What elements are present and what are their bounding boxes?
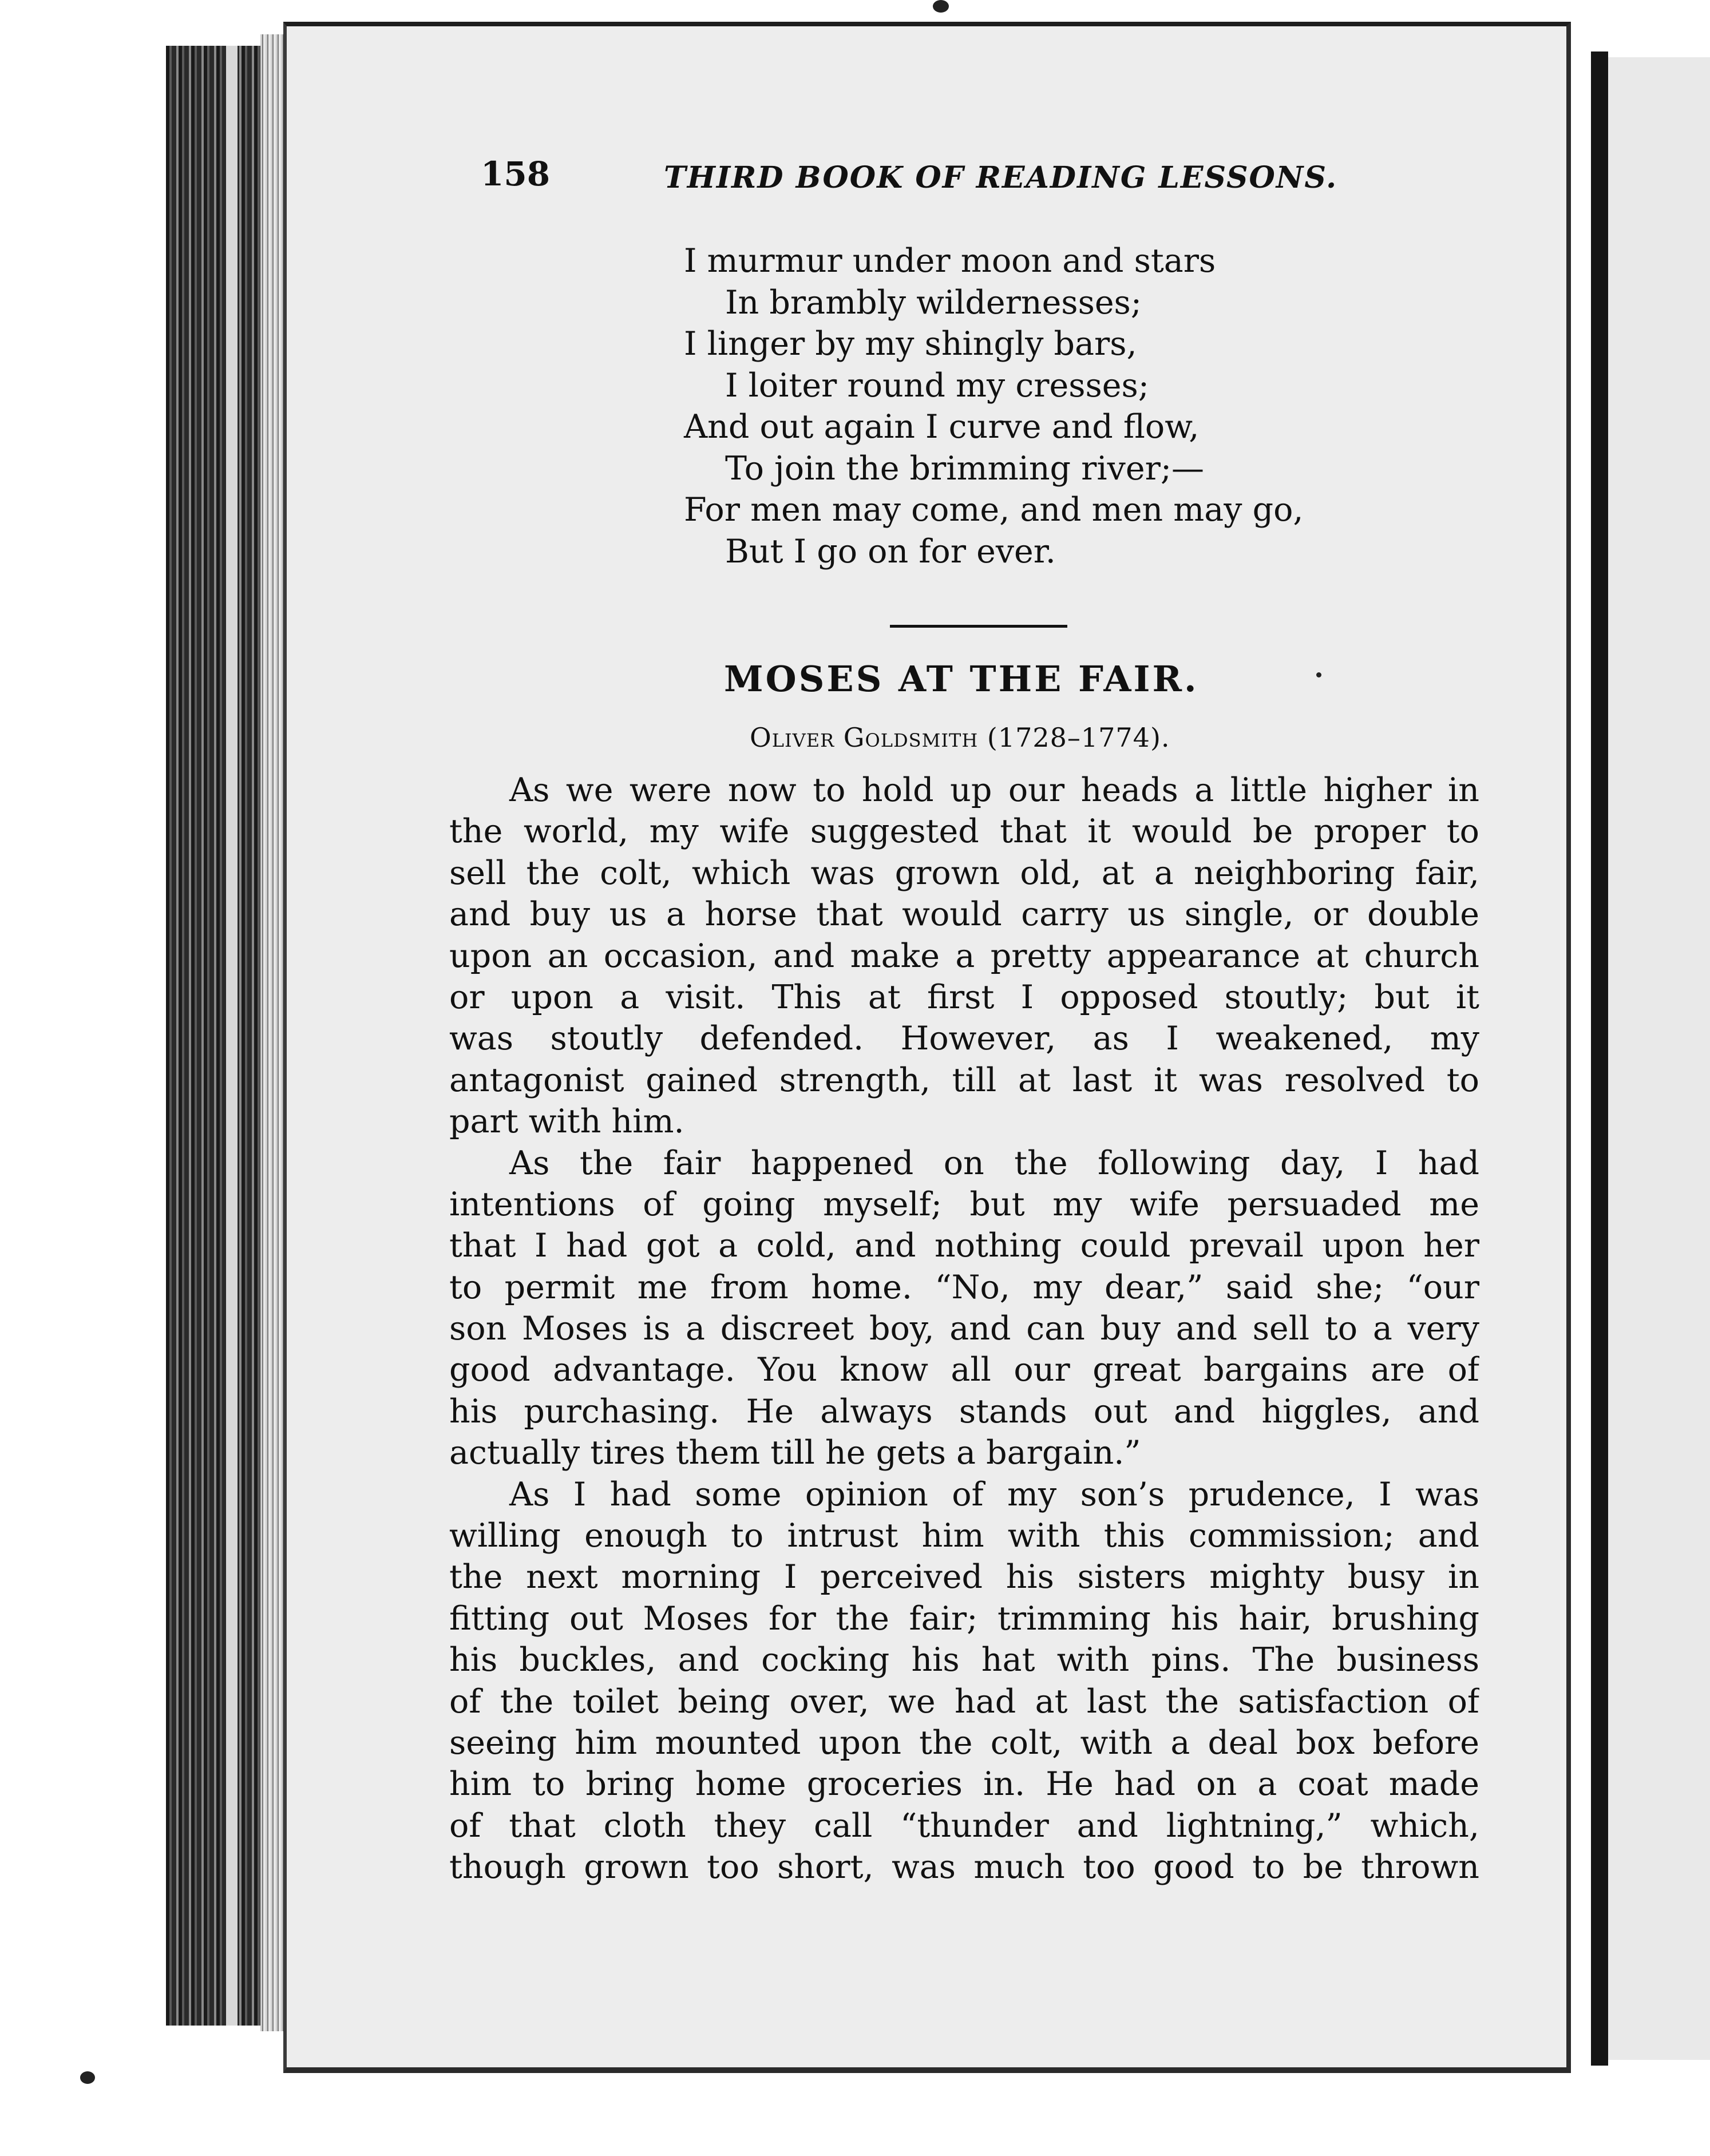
lesson-author: Oliver Goldsmith (1728–1774). — [750, 722, 1170, 753]
prose-line: the next morning I perceived his sisters mighty busy in — [449, 1558, 1479, 1596]
prose-line: the world, my wife suggested that it would be proper to — [449, 813, 1479, 851]
running-title: THIRD BOOK OF READING LESSONS. — [664, 160, 1338, 195]
prose-line: As we were now to hold up our heads a little higher in — [509, 771, 1479, 809]
poem-stanza — [684, 240, 1371, 572]
page-number: 158 — [481, 154, 551, 193]
prose-line: his buckles, and cocking his hat with pins. The business — [449, 1641, 1479, 1679]
prose-line: him to bring home groceries in. He had on a coat made — [449, 1765, 1479, 1804]
scan-speck — [1316, 672, 1321, 677]
poem-line: In brambly wildernesses; — [725, 283, 1142, 322]
prose-line: of the toilet being over, we had at last the satisfaction of — [449, 1682, 1479, 1721]
lesson-body — [449, 770, 1479, 1888]
prose-line: part with him. — [449, 1103, 684, 1141]
prose-line: good advantage. You know all our great bargains are of — [449, 1351, 1479, 1389]
poem-line: And out again I curve and flow, — [684, 408, 1200, 446]
poem-line: For men may come, and men may go, — [684, 491, 1304, 529]
book-edge-strip — [226, 46, 238, 2026]
poem-line: I linger by my shingly bars, — [684, 325, 1137, 363]
prose-line: actually tires them till he gets a bargain.” — [449, 1434, 1141, 1472]
prose-line: was stoutly defended. However, as I weakened, my — [449, 1020, 1479, 1058]
facing-page-shadow — [1591, 51, 1608, 2066]
poem-line: I murmur under moon and stars — [684, 242, 1216, 280]
prose-line: sell the colt, which was grown old, at a neighboring fair, — [449, 854, 1479, 892]
prose-line: As I had some opinion of my son’s prudence, I was — [509, 1475, 1479, 1513]
prose-line: upon an occasion, and make a pretty appearance at church — [449, 937, 1479, 975]
prose-line: antagonist gained strength, till at last it was resolved to — [449, 1061, 1479, 1099]
scan-speck — [933, 0, 949, 13]
prose-line: willing enough to intrust him with this commission; and — [449, 1517, 1479, 1555]
prose-line: of that cloth they call “thunder and lightning,” which, — [449, 1806, 1479, 1845]
prose-line: As the fair happened on the following day, I had — [509, 1144, 1479, 1182]
prose-line: that I had got a cold, and nothing could prevail upon her — [449, 1227, 1479, 1265]
lesson-title: MOSES AT THE FAIR. — [724, 658, 1199, 700]
scan-speck — [80, 2071, 95, 2084]
prose-line: intentions of going myself; but my wife persuaded me — [449, 1185, 1479, 1223]
prose-line: though grown too short, was much too good to be thrown — [449, 1848, 1479, 1886]
running-head — [481, 154, 1338, 206]
poem-line: To join the brimming river;— — [725, 449, 1205, 488]
poem-line: But I go on for ever. — [725, 532, 1056, 570]
prose-line: or upon a visit. This at first I opposed stoutly; but it — [449, 978, 1479, 1016]
prose-line: and buy us a horse that would carry us single, or double — [449, 895, 1479, 934]
prose-line: son Moses is a discreet boy, and can buy and sell to a very — [449, 1310, 1479, 1348]
prose-line: fitting out Moses for the fair; trimming his hair, brushing — [449, 1599, 1479, 1638]
poem-line: I loiter round my cresses; — [725, 366, 1149, 405]
page-stack-edge — [260, 34, 283, 2031]
section-divider — [890, 625, 1067, 628]
facing-page — [1608, 57, 1710, 2060]
prose-line: seeing him mounted upon the colt, with a deal box before — [449, 1723, 1479, 1762]
prose-line: his purchasing. He always stands out and higgles, and — [449, 1392, 1479, 1430]
prose-line: to permit me from home. “No, my dear,” said she; “our — [449, 1268, 1479, 1306]
